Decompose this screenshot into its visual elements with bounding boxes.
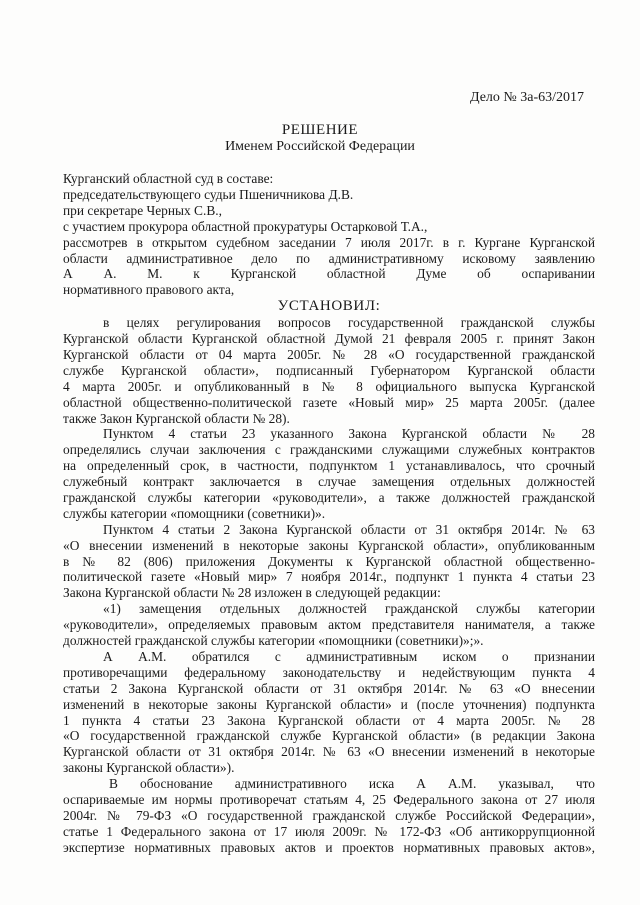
body-line: службе Курганской области», подписанный Губернатором Курганской области bbox=[63, 362, 595, 378]
body-line: оспариваемые им нормы противоречат статьям 4, 25 Федерального закона от 27 июля bbox=[63, 792, 595, 807]
document-subtitle: Именем Российской Федерации bbox=[225, 139, 415, 154]
body-line: «руководители», определяемых правовым актом представителя нанимателя, а также bbox=[63, 617, 595, 633]
document-title: РЕШЕНИЕ bbox=[281, 122, 359, 138]
intro-line: председательствующего судьи Пшеничникова Д.В. bbox=[63, 186, 354, 202]
body-line: А А.М. обратился с административным иском о признании bbox=[103, 648, 595, 664]
body-line: в № 82 (806) приложения Документы к Курганской областной общественно- bbox=[63, 553, 595, 569]
body-line: Курганской области Курганской областной Думой 21 февраля 2005 г. принят Закон bbox=[63, 331, 595, 347]
body-line: «О внесении изменений в некоторые законы Курганской области», опубликованным bbox=[63, 537, 595, 553]
body-line: 4 марта 2005г. и опубликованный в № 8 официального выпуска Курганской bbox=[63, 378, 595, 394]
intro-line: при секретаре Черных С.В., bbox=[63, 202, 222, 218]
case-number: Дело № 3а-63/2017 bbox=[470, 90, 585, 105]
intro-line: с участием прокурора областной прокуратуры Остарковой Т.А., bbox=[63, 218, 428, 234]
intro-line: нормативного правового акта, bbox=[63, 282, 235, 298]
body-line: политической газете «Новый мир» 7 ноября 2014г., подпункт 1 пункта 4 статьи 23 bbox=[63, 569, 595, 585]
body-line: гражданской службы категории «руководители», а также должностей гражданской bbox=[63, 490, 595, 506]
body-line: службы категории «помощники (советники)». bbox=[63, 505, 326, 521]
body-line: Закона Курганской области № 28 изложен в следующей редакции: bbox=[63, 585, 441, 601]
document-body bbox=[63, 171, 595, 856]
body-line: Пунктом 4 статьи 23 указанного Закона Курганской области № 28 bbox=[103, 426, 595, 442]
body-line: на определенный срок, в частности, подпунктом 1 устанавливалось, что срочный bbox=[63, 458, 595, 474]
body-line: Курганской области от 31 октября 2014г. № 63 «О внесении изменений в некоторые bbox=[63, 744, 595, 760]
body-line: Курганской области от 04 марта 2005г. № 28 «О государственной гражданской bbox=[63, 346, 595, 362]
body-line: 1 пункта 4 статьи 23 Закона Курганской области от 4 марта 2005г. № 28 bbox=[63, 712, 595, 728]
body-line: также Закон Курганской области № 28). bbox=[63, 410, 290, 426]
body-line: областной общественно-политической газете «Новый мир» 25 марта 2005г. (далее bbox=[63, 394, 595, 410]
body-line: определялись случаи заключения с гражданскими служащими служебных контрактов bbox=[63, 442, 595, 458]
body-line: в целях регулирования вопросов государственной гражданской службы bbox=[103, 315, 595, 331]
body-line: статьи 2 Закона Курганской области от 31 октября 2014г. № 63 «О внесении bbox=[63, 680, 595, 696]
body-line: В обоснование административного иска А А.М. указывал, что bbox=[109, 776, 595, 792]
intro-line: Курганский областной суд в составе: bbox=[63, 171, 274, 186]
body-line: служебный контракт заключается в случае замещения отдельных должностей bbox=[63, 474, 595, 490]
body-line: статье 1 Федерального закона от 17 июля 2009г. № 172-ФЗ «Об антикоррупционной bbox=[63, 823, 595, 839]
intro-block bbox=[63, 171, 595, 298]
body-line: «О государственной гражданской службе Курганской области» (в редакции Закона bbox=[63, 728, 595, 744]
body-line: экспертизе нормативных правовых актов и проектов нормативных правовых актов», bbox=[63, 839, 595, 855]
section-heading: УСТАНОВИЛ: bbox=[277, 298, 381, 315]
intro-line: области административное дело по административному исковому заявлению bbox=[63, 250, 595, 266]
body-line: изменений в некоторые законы Курганской области» и (после уточнения) подпункта bbox=[63, 696, 595, 712]
body-line: противоречащими федеральному законодательству и недействующим пункта 4 bbox=[63, 664, 595, 680]
main-block bbox=[63, 315, 595, 855]
body-line: 2004г. № 79-ФЗ «О государственной гражданской службе Российской Федерации», bbox=[63, 807, 595, 823]
intro-line: А А. М. к Курганской областной Думе об оспаривании bbox=[63, 266, 595, 282]
intro-line: рассмотрев в открытом судебном заседании 7 июля 2017г. в г. Кургане Курганской bbox=[63, 234, 595, 250]
body-line: должностей гражданской службы категории «помощники (советники)»;». bbox=[63, 633, 484, 649]
body-line: законы Курганской области»). bbox=[63, 760, 235, 776]
body-line: «1) замещения отдельных должностей гражданской службы категории bbox=[103, 601, 595, 617]
body-line: Пунктом 4 статьи 2 Закона Курганской области от 31 октября 2014г. № 63 bbox=[103, 521, 595, 537]
